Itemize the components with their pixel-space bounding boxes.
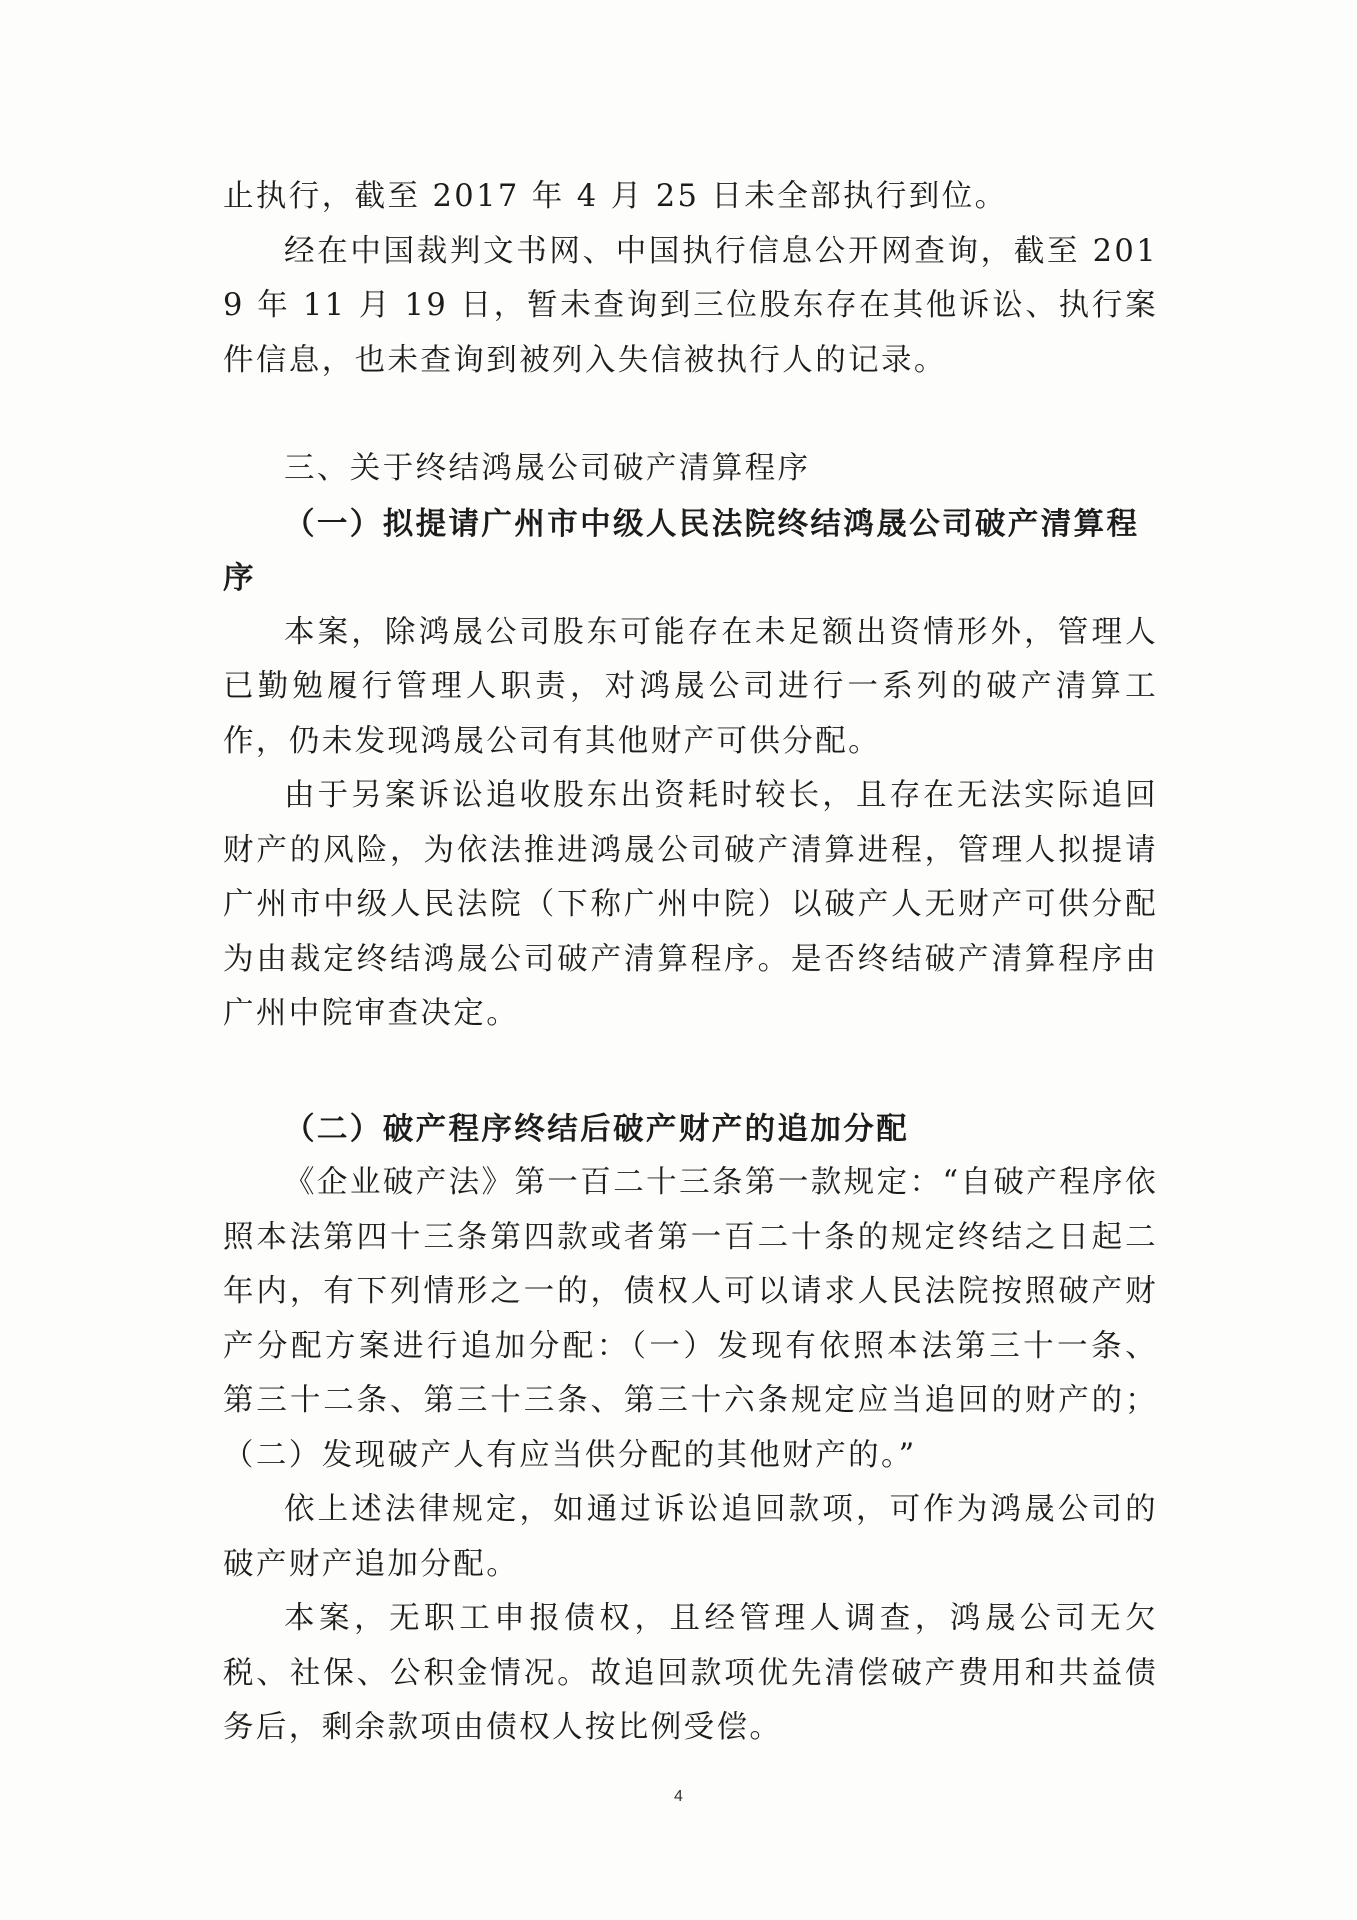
section-heading: 三、关于终结鸿晟公司破产清算程序 (284, 451, 811, 486)
paragraph-law-quote: 《企业破产法》第一百二十三条第一款规定：“自破产程序依照本法第四十三条第四款或者第一百二十条的规定终结之日起二年内，有下列情形之一的，债权人可以请求人民法院按照破产财产分配方案进行追加分配：（一）发现有依照本法第三十一条、第三十二条、第三十三条、第三十六条规定应当追回的财产的；（二）发现破产人有应当供分配的其他财产的。” (223, 1165, 1158, 1473)
paragraph-continued: 止执行，截至 2017 年 4 月 25 日未全部执行到位。 (223, 179, 1008, 214)
paragraph-query-result: 经在中国裁判文书网、中国执行信息公开网查询，截至 2019 年 11 月 19 日，暂未查询到三位股东存在其他诉讼、执行案件信息，也未查询到被列入失信被执行人的记录。 (223, 233, 1158, 378)
document-body (223, 170, 1158, 1756)
paragraph-body: 由于另案诉讼追收股东出资耗时较长，且存在无法实际追回财产的风险，为依法推进鸿晟公司破产清算进程，管理人拟提请广州市中级人民法院（下称广州中院）以破产人无财产可供分配为由裁定终结鸿晟公司破产清算程序。是否终结破产清算程序由广州中院审查决定。 (223, 778, 1158, 1031)
subsection-heading-2: （二）破产程序终结后破产财产的追加分配 (284, 1110, 910, 1147)
spacer (223, 388, 1158, 442)
subsection-heading-1: （一）拟提请广州市中级人民法院终结鸿晟公司破产清算程序 (223, 505, 1140, 596)
paragraph-body: 本案，无职工申报债权，且经管理人调查，鸿晟公司无欠税、社保、公积金情况。故追回款项优先清偿破产费用和共益债务后，剩余款项由债权人按比例受偿。 (223, 1601, 1158, 1745)
paragraph-body: 依上述法律规定，如通过诉讼追回款项，可作为鸿晟公司的破产财产追加分配。 (223, 1492, 1158, 1582)
page-number: 4 (674, 1788, 683, 1805)
paragraph-body: 本案，除鸿晟公司股东可能存在未足额出资情形外，管理人已勤勉履行管理人职责，对鸿晟公司进行一系列的破产清算工作，仍未发现鸿晟公司有其他财产可供分配。 (223, 614, 1158, 759)
spacer (223, 1042, 1158, 1102)
